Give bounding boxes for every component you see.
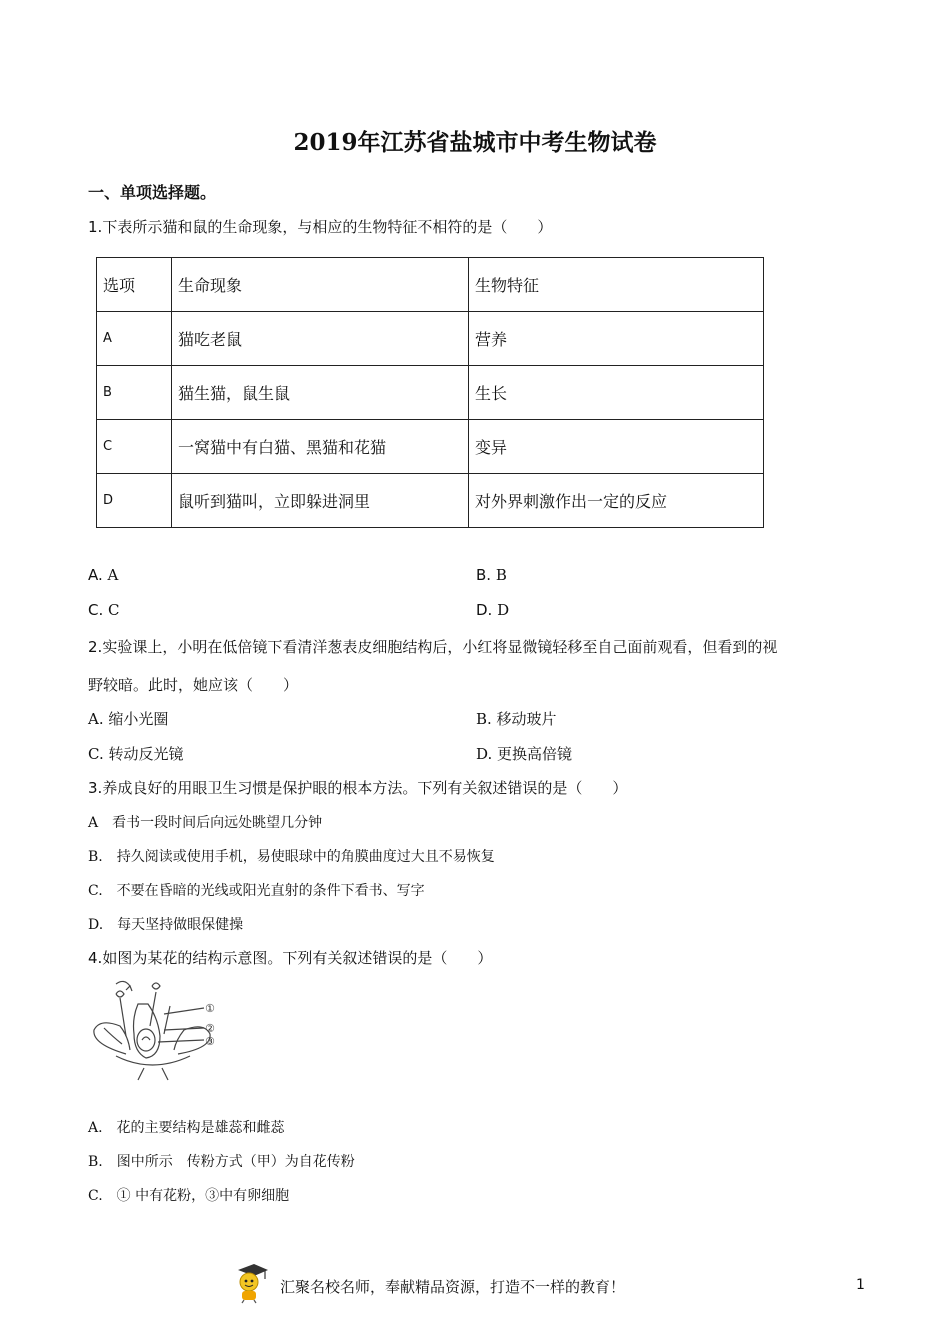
flower-structure-diagram — [86, 978, 226, 1082]
diagram-label-1: ① — [205, 1002, 215, 1015]
option-b[interactable] — [476, 566, 507, 584]
option-c[interactable]: C. 转动反光镜 — [88, 745, 184, 763]
question-text: 养成良好的用眼卫生习惯是保护眼的根本方法。下列有关叙述错误的是（ ） — [102, 779, 628, 797]
table-cell: 对外界刺激作出一定的反应 — [469, 474, 764, 528]
question-number: 3. — [88, 779, 103, 797]
option-a[interactable]: A 看书一段时间后向远处眺望几分钟 — [88, 815, 323, 831]
option-text: C — [108, 601, 120, 619]
question-1-table — [96, 257, 764, 528]
option-b[interactable]: B. 移动玻片 — [476, 710, 557, 728]
option-b[interactable]: B. 图中所示 传粉方式（甲）为自花传粉 — [88, 1154, 355, 1170]
table-cell: 鼠听到猫叫，立即躲进洞里 — [172, 474, 469, 528]
diagram-label-3: ③ — [205, 1035, 215, 1048]
table-cell: A — [97, 312, 172, 366]
section-heading: 一、单项选择题。 — [88, 183, 217, 202]
footer-slogan: 汇聚名校名师，奉献精品资源，打造不一样的教育！ — [280, 1278, 626, 1296]
question-2 — [88, 636, 777, 657]
mascot-logo-icon — [232, 1262, 272, 1304]
option-a[interactable]: A. 花的主要结构是雄蕊和雌蕊 — [88, 1120, 285, 1136]
option-a[interactable] — [88, 566, 118, 584]
option-d[interactable]: D. 更换高倍镜 — [476, 745, 573, 763]
question-number: 1. — [88, 218, 103, 236]
option-text: A — [107, 566, 119, 584]
table-cell: B — [97, 366, 172, 420]
table-cell: 一窝猫中有白猫、黑猫和花猫 — [172, 420, 469, 474]
question-text-line-2: 野较暗。此时，她应该（ ） — [88, 676, 299, 694]
question-4 — [88, 947, 492, 968]
table-row — [97, 366, 764, 420]
option-c[interactable]: C. ① 中有花粉，③中有卵细胞 — [88, 1188, 290, 1204]
table-cell: 变异 — [469, 420, 764, 474]
table-cell: D — [97, 474, 172, 528]
table-cell: 营养 — [469, 312, 764, 366]
page-title: 2019年江苏省盐城市中考生物试卷 — [293, 129, 657, 156]
option-c[interactable]: C. 不要在昏暗的光线或阳光直射的条件下看书、写字 — [88, 883, 425, 899]
option-a[interactable]: A. 缩小光圈 — [88, 710, 169, 728]
table-header-cell: 生命现象 — [172, 258, 469, 312]
table-header-row — [97, 258, 764, 312]
table-cell: C — [97, 420, 172, 474]
question-number: 2. — [88, 638, 103, 656]
table-header-cell: 选项 — [97, 258, 172, 312]
option-b[interactable]: B. 持久阅读或使用手机，易使眼球中的角膜曲度过大且不易恢复 — [88, 849, 495, 865]
option-text: B — [495, 566, 507, 584]
question-3 — [88, 777, 627, 798]
table-cell: 猫生猫，鼠生鼠 — [172, 366, 469, 420]
option-letter: D. — [476, 601, 493, 619]
option-d[interactable] — [476, 601, 509, 619]
option-letter: A. — [88, 566, 103, 584]
table-cell: 猫吃老鼠 — [172, 312, 469, 366]
option-letter: C. — [88, 601, 104, 619]
option-c[interactable] — [88, 601, 120, 619]
table-row — [97, 312, 764, 366]
question-1 — [88, 216, 552, 237]
option-letter: B. — [476, 566, 492, 584]
table-row — [97, 474, 764, 528]
question-text-line-1: 实验课上，小明在低倍镜下看清洋葱表皮细胞结构后，小红将显微镜轻移至自己面前观看，但看到的视 — [102, 638, 778, 656]
option-text: D — [497, 601, 510, 619]
question-text: 下表所示猫和鼠的生命现象，与相应的生物特征不相符的是（ ） — [102, 218, 553, 236]
page-number: 1 — [856, 1277, 865, 1293]
question-number: 4. — [88, 949, 103, 967]
question-text: 如图为某花的结构示意图。下列有关叙述错误的是（ ） — [102, 949, 493, 967]
table-row — [97, 420, 764, 474]
table-cell: 生长 — [469, 366, 764, 420]
option-d[interactable]: D. 每天坚持做眼保健操 — [88, 917, 244, 933]
table-header-cell: 生物特征 — [469, 258, 764, 312]
diagram-label-2: ② — [205, 1022, 215, 1035]
